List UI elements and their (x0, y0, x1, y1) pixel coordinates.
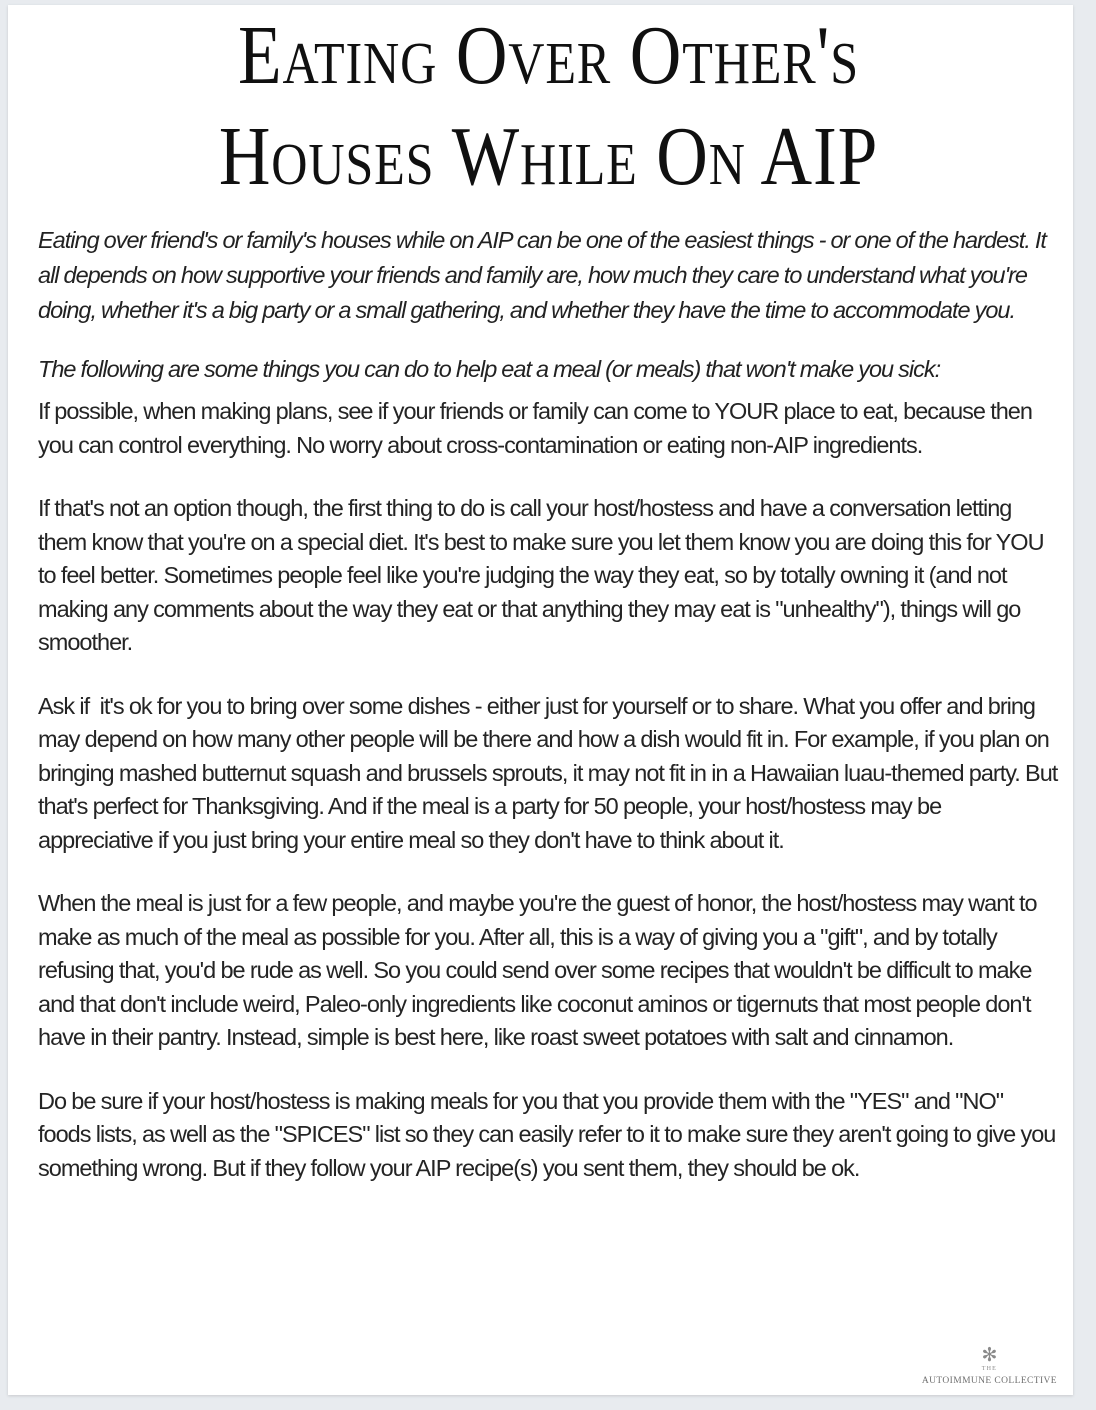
page-title-line-1: Eating Over Other's (237, 9, 860, 102)
brand-logo-name: AUTOIMMUNE COLLECTIVE (921, 1376, 1057, 1386)
intro-lead-line: The following are some things you can do to help eat a meal (or meals) that won't make you sick: (38, 356, 941, 382)
body-paragraph-4: When the meal is just for a few people, and maybe you're the guest of honor, the host/hostess may want to make as much of the meal as possible for you. After all, this is a way of giving you a "gift", and by totally refusing that, you'd be rude as well. So you could send over some recipes that wouldn't be difficult to make and that don't include weird, Paleo-only ingredients like coconut aminos or tigernuts that most people don't have in their pantry. Instead, simple is best here, like roast sweet potatoes with salt and cinnamon. (38, 890, 1042, 1050)
document-page (8, 5, 1073, 1395)
page-title-line-2: Houses While On AIP (218, 110, 879, 203)
body-paragraph-3: Ask if it's ok for you to bring over some dishes - either just for yourself or to share. What you offer and bring may depend on how many other people will be there and how a dish would fit in. For example, if you plan on bringing mashed butternut squash and brussels sprouts, it may not fit in in a Hawaiian luau-themed party. But that's perfect for Thanksgiving. And if the meal is a party for 50 people, your host/hostess may be appreciative if you just bring your entire meal so they don't have to think about it. (38, 692, 1063, 853)
intro-paragraph: Eating over friend's or family's houses while on AIP can be one of the easiest things - or one of the hardest. It all depends on how supportive your friends and family are, how much they care to understand what you're doing, whether it's a big party or a small gathering, and whether they have the time to accommodate you. (38, 227, 1051, 323)
sparkle-star-icon: ✻ (981, 1345, 998, 1366)
brand-logo-the-label: THE (981, 1366, 998, 1372)
body-paragraph-2: If that's not an option though, the first thing to do is call your host/hostess and have a conversation letting them know that you're on a special diet. It's best to make sure you let them know you are doing this for YOU to feel better. Sometimes people feel like you're judging the way they eat, so by totally owning it (and not making any comments about the way they eat or that anything they may eat is "unhealthy"), things will go smoother. (38, 495, 1049, 655)
brand-logo (922, 1347, 1057, 1387)
page-title (115, 5, 983, 207)
body-paragraph-5: Do be sure if your host/hostess is making meals for you that you provide them with the "YES" and "NO" foods lists, as well as the "SPICES" list so they can easily refer to it to make sure they aren't going to give you something wrong. But if they follow your AIP recipe(s) you sent them, they should be ok. (38, 1087, 1061, 1181)
body-paragraph-1: If possible, when making plans, see if your friends or family can come to YOUR place to eat, because then you can control everything. No worry about cross-contamination or eating non-AIP ingredients. (38, 398, 1038, 458)
